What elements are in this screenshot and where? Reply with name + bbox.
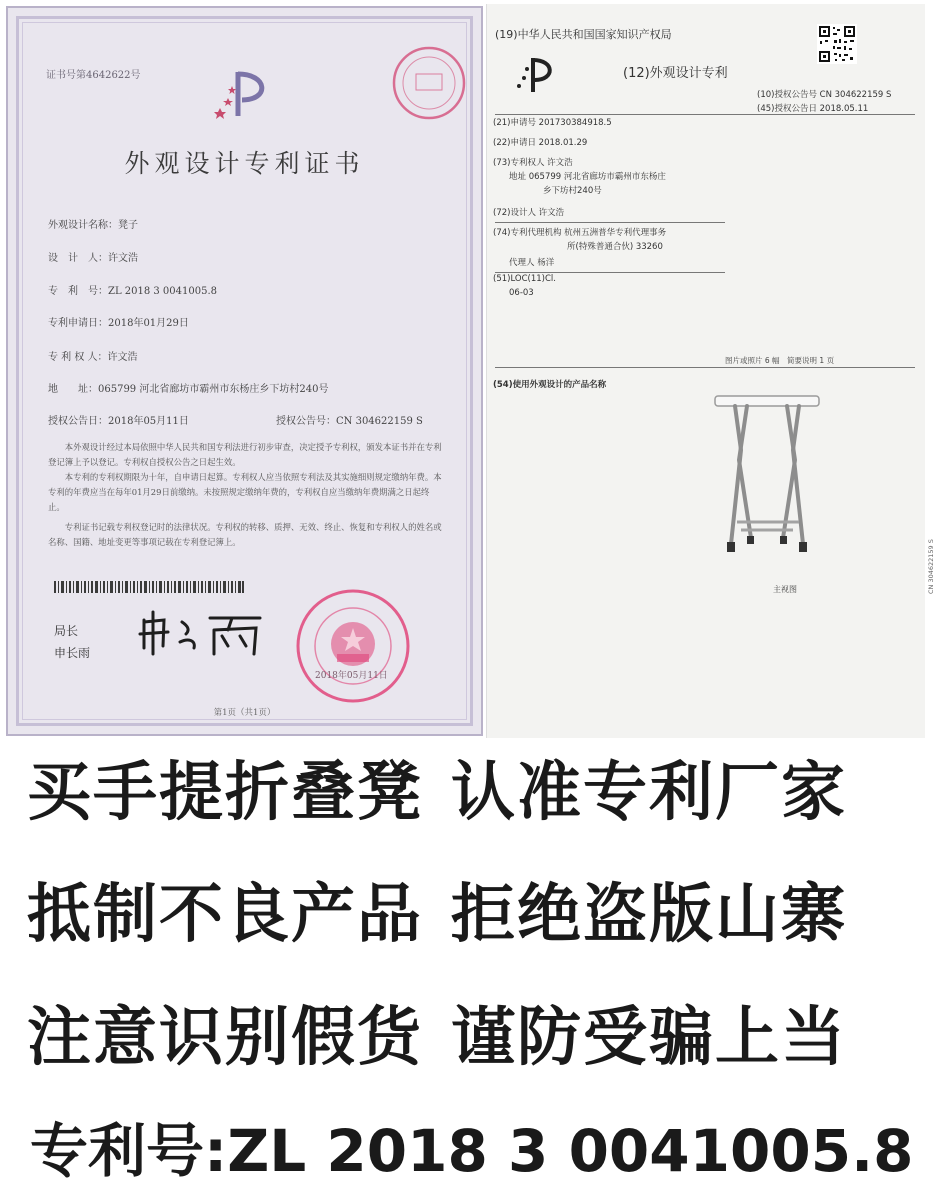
loc-classification: (51)LOC(11)Cl.: [493, 274, 556, 284]
patent-number-banner: 专利号:ZL 2018 3 0041005.8: [30, 1117, 914, 1185]
address-row: [48, 380, 328, 395]
patent-agency-continued: 所(特殊普通合伙) 33260: [567, 242, 663, 252]
field-value: 许文浩: [107, 352, 138, 363]
field-label: (74)专利代理机构: [493, 228, 562, 238]
field-label: 专 利 号：: [48, 286, 108, 297]
slogan-line: [27, 880, 847, 950]
field-label: 设 计 人：: [48, 253, 108, 264]
field-value: 许文浩: [547, 158, 573, 168]
field-label: 地址: [509, 172, 527, 182]
address-continued: 乡下坊村240号: [543, 186, 602, 196]
divider: [495, 114, 915, 115]
field-value: 杭州五洲普华专利代理事务: [564, 228, 667, 238]
main-view-label: 主视图: [773, 585, 797, 594]
field-value: 2018年01月29日: [108, 318, 189, 329]
field-value: 2018年05月11日: [108, 416, 189, 427]
field-label: 地 址：: [48, 384, 98, 395]
designer: [493, 206, 564, 218]
application-date-row: [48, 314, 189, 329]
field-label: (22)申请日: [493, 138, 536, 148]
publication-date: (45)授权公告日 2018.05.11: [757, 104, 869, 114]
field-value: 凳子: [118, 220, 138, 231]
document-type: (12)外观设计专利: [623, 66, 728, 81]
certificate-title: 外观设计专利证书: [124, 149, 365, 178]
patent-agency: [493, 226, 666, 238]
qr-code-icon: [817, 24, 857, 64]
field-label: 专 利 权 人：: [48, 352, 108, 363]
agent: [509, 256, 554, 268]
field-value: 201730384918.5: [538, 118, 612, 128]
folding-stool-drawing-icon: [707, 390, 827, 562]
national-seal-icon: [295, 588, 411, 704]
patentee: [493, 156, 573, 168]
field-value: 许文浩: [538, 208, 565, 218]
designer-row: [48, 249, 138, 264]
publication-number: (10)授权公告号 CN 304622159 S: [757, 90, 892, 100]
pictures-note: 图片或照片 6 幅 简要说明 1 页: [725, 356, 835, 365]
design-name-row: [48, 216, 138, 231]
divider: [495, 367, 915, 368]
page-number: 第1页（共1页）: [213, 708, 276, 718]
field-label: 授权公告号：: [276, 416, 336, 427]
director-name: 申长雨: [54, 646, 91, 660]
field-value: 杨洋: [537, 258, 555, 268]
sipo-logo-icon: [208, 68, 278, 120]
grant-number-row: [276, 412, 423, 427]
field-label: 专利申请日：: [48, 318, 108, 329]
field-label: 外观设计名称：: [48, 220, 118, 231]
application-date: [493, 136, 587, 148]
slogan-part: 谨防受骗上当: [451, 1001, 847, 1075]
field-label: 授权公告日：: [48, 416, 108, 427]
certificate-paragraph: 专利证书记载专利权登记时的法律状况。专利权的转移、质押、无效、终止、恢复和专利权人的姓名或名称、国籍、地址变更等事项记载在专利登记簿上。: [48, 522, 442, 547]
grant-date-row: [48, 412, 189, 427]
field-value: ZL 2018 3 0041005.8: [108, 286, 218, 297]
loc-class-code: 06-03: [509, 288, 534, 298]
slogan-part: 拒绝盗版山寨: [451, 878, 847, 952]
official-stamp-icon: [390, 44, 468, 122]
slogan-part: 抵制不良产品: [27, 878, 423, 952]
field-value: 许文浩: [108, 253, 138, 264]
patent-number-row: [48, 282, 217, 297]
certificate-paragraph: 本专利的专利权期限为十年，自申请日起算。专利权人应当依照专利法及其实施细则规定缴纳年费。本专利的年费应当在每年01月29日前缴纳。未按照规定缴纳年费的，专利权自应当缴纳年费期满之日起终止。: [48, 472, 442, 512]
side-publication-number: CN 304622159 S: [927, 539, 935, 594]
slogan-part: 认准专利厂家: [451, 756, 847, 830]
product-name-label: (54)使用外观设计的产品名称: [493, 380, 607, 390]
field-value: 065799 河北省廊坊市霸州市东杨庄乡下坊村240号: [98, 384, 329, 395]
director-label: 局长: [54, 624, 79, 638]
director-signature-icon: [136, 608, 266, 658]
field-label: (21)申请号: [493, 118, 536, 128]
divider: [495, 272, 725, 273]
field-value: 065799 河北省廊坊市霸州市东杨庄: [528, 172, 666, 182]
field-label: (72)设计人: [493, 208, 536, 218]
slogan-line: [27, 758, 847, 828]
field-label: 代理人: [509, 258, 535, 268]
slogan-part: 买手提折叠凳: [27, 756, 423, 830]
field-label: (73)专利权人: [493, 158, 545, 168]
patent-certificate: [6, 6, 483, 736]
seal-date: 2018年05月11日: [315, 671, 388, 681]
certificate-paragraph: 本外观设计经过本局依照中华人民共和国专利法进行初步审查，决定授予专利权，颁发本证书并在专利登记簿上予以登记。专利权自授权公告之日起生效。: [48, 442, 442, 467]
field-value: CN 304622159 S: [336, 416, 423, 427]
barcode-icon: [54, 581, 244, 593]
slogan-line: [27, 1003, 847, 1073]
application-number: [493, 116, 612, 128]
field-value: 2018.01.29: [538, 138, 588, 148]
patent-gazette: [486, 4, 935, 738]
address: [509, 170, 666, 182]
patentee-row: [48, 348, 138, 363]
sipo-logo-icon: [511, 56, 561, 94]
divider: [495, 222, 725, 223]
certificate-number: 证书号第4642622号: [46, 70, 141, 81]
office-name: (19)中华人民共和国国家知识产权局: [495, 28, 672, 41]
slogan-part: 注意识别假货: [27, 1001, 423, 1075]
